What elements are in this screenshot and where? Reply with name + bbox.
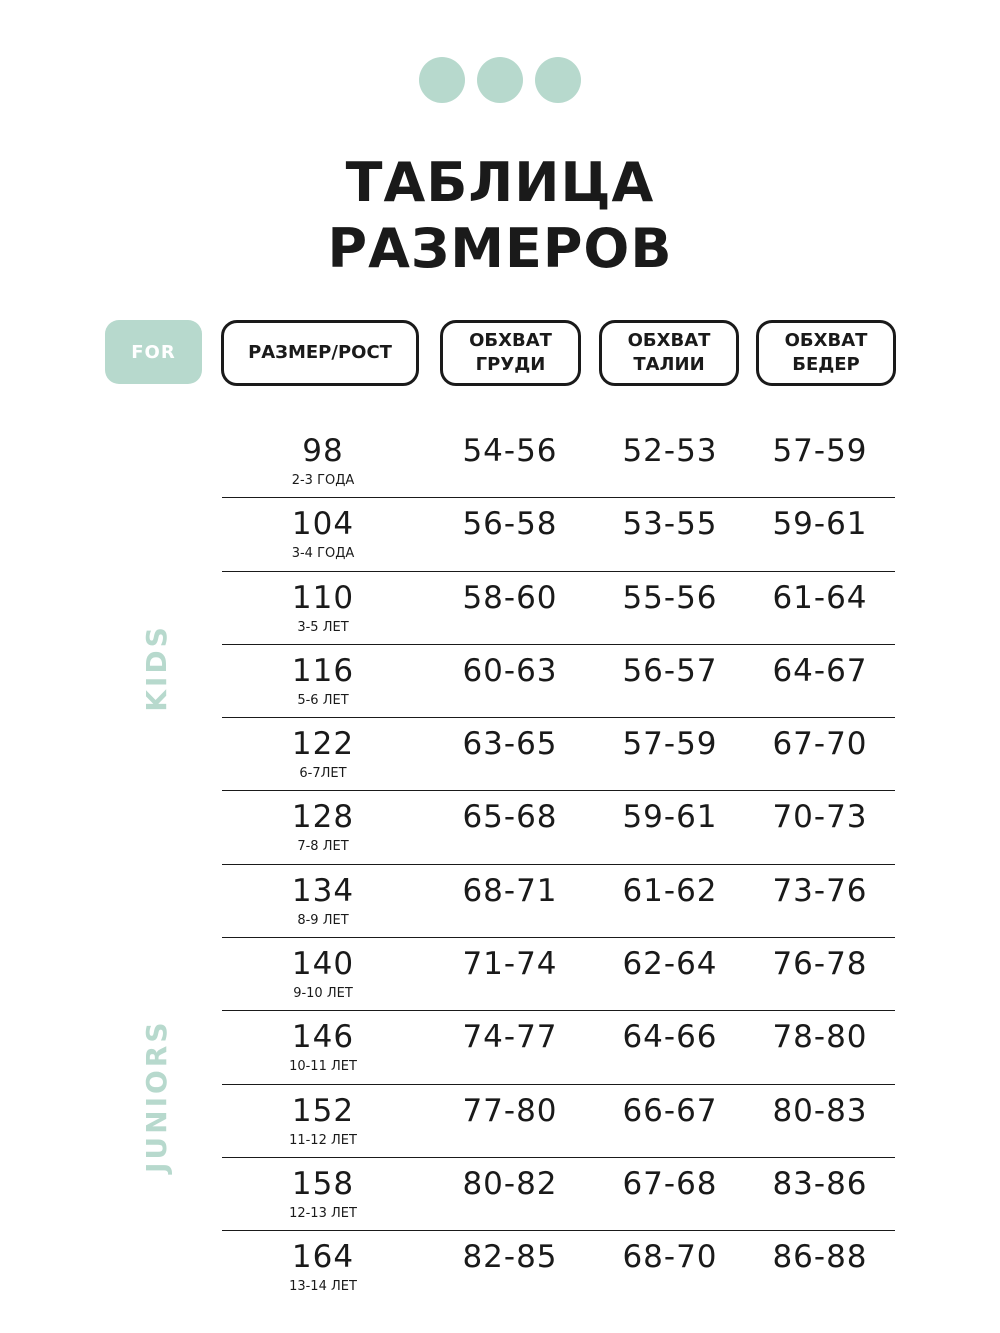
dot-2 bbox=[477, 57, 523, 103]
size-value: 152 bbox=[291, 1092, 355, 1129]
age-value: 8-9 ЛЕТ bbox=[297, 912, 349, 928]
header-chest-line-1: ОБХВАТ bbox=[469, 330, 552, 351]
header-size-height bbox=[221, 320, 419, 386]
size-value: 110 bbox=[291, 579, 355, 616]
header-chest bbox=[440, 320, 581, 386]
size-value: 146 bbox=[291, 1019, 355, 1056]
size-value: 164 bbox=[291, 1239, 355, 1276]
table-row bbox=[222, 1158, 895, 1231]
chest-value: 54-56 bbox=[462, 433, 558, 469]
dot-3 bbox=[535, 57, 581, 103]
chest-value: 65-68 bbox=[462, 799, 558, 836]
size-table bbox=[222, 425, 895, 1305]
table-row bbox=[222, 938, 895, 1011]
age-value: 10-11 ЛЕТ bbox=[289, 1059, 357, 1075]
table-row bbox=[222, 1011, 895, 1084]
chest-value: 60-63 bbox=[462, 652, 558, 689]
waist-value: 52-53 bbox=[622, 433, 718, 469]
size-value: 158 bbox=[291, 1165, 355, 1202]
waist-value: 61-62 bbox=[622, 872, 718, 909]
table-row bbox=[222, 865, 895, 938]
dot-1 bbox=[419, 57, 465, 103]
waist-value: 59-61 bbox=[622, 799, 718, 836]
chest-value: 80-82 bbox=[462, 1165, 558, 1202]
table-row bbox=[222, 718, 895, 791]
header-waist-line-1: ОБХВАТ bbox=[627, 330, 711, 351]
table-row bbox=[222, 791, 895, 864]
size-value: 104 bbox=[291, 506, 355, 543]
title-line-2: РАЗМЕРОВ bbox=[327, 217, 673, 280]
size-value: 116 bbox=[291, 652, 355, 689]
hips-value: 57-59 bbox=[772, 433, 868, 469]
size-value: 122 bbox=[291, 726, 355, 763]
table-row bbox=[222, 498, 895, 571]
hips-value: 64-67 bbox=[772, 652, 868, 689]
header-waist bbox=[599, 320, 739, 386]
size-value: 140 bbox=[291, 946, 355, 983]
table-row bbox=[222, 1231, 895, 1304]
header-waist-line-2: ТАЛИИ bbox=[633, 354, 705, 375]
waist-value: 62-64 bbox=[622, 946, 718, 983]
table-row bbox=[222, 425, 895, 498]
table-row bbox=[222, 1085, 895, 1158]
size-value: 128 bbox=[291, 799, 355, 836]
age-value: 5-6 ЛЕТ bbox=[297, 692, 349, 708]
group-label-juniors: JUNIORS bbox=[140, 1019, 173, 1173]
header-size-label: РАЗМЕР/РОСТ bbox=[248, 342, 392, 363]
header-chest-line-2: ГРУДИ bbox=[475, 354, 546, 375]
age-value: 11-12 ЛЕТ bbox=[289, 1132, 357, 1148]
size-value: 134 bbox=[291, 872, 355, 909]
header-hips bbox=[756, 320, 896, 386]
chest-value: 77-80 bbox=[462, 1092, 558, 1129]
decorative-dots bbox=[419, 57, 581, 103]
chest-value: 74-77 bbox=[462, 1019, 558, 1056]
hips-value: 70-73 bbox=[772, 799, 868, 836]
chest-value: 63-65 bbox=[462, 726, 558, 763]
age-value: 12-13 ЛЕТ bbox=[289, 1205, 357, 1221]
page-title bbox=[0, 150, 1000, 282]
age-value: 6-7ЛЕТ bbox=[299, 766, 347, 782]
chest-value: 68-71 bbox=[462, 872, 558, 909]
hips-value: 78-80 bbox=[772, 1019, 868, 1056]
hips-value: 61-64 bbox=[772, 579, 868, 616]
age-value: 7-8 ЛЕТ bbox=[297, 839, 349, 855]
age-value: 3-4 ГОДА bbox=[291, 546, 355, 562]
for-badge: FOR bbox=[105, 320, 202, 384]
age-value: 9-10 ЛЕТ bbox=[293, 986, 353, 1002]
chest-value: 58-60 bbox=[462, 579, 558, 616]
waist-value: 68-70 bbox=[622, 1239, 718, 1276]
hips-value: 59-61 bbox=[772, 506, 868, 543]
hips-value: 86-88 bbox=[772, 1239, 868, 1276]
waist-value: 53-55 bbox=[622, 506, 718, 543]
group-label-kids: KIDS bbox=[140, 624, 173, 712]
chest-value: 82-85 bbox=[462, 1239, 558, 1276]
header-hips-line-1: ОБХВАТ bbox=[784, 330, 868, 351]
table-row bbox=[222, 645, 895, 718]
title-line-1: ТАБЛИЦА bbox=[345, 151, 655, 214]
age-value: 3-5 ЛЕТ bbox=[297, 619, 349, 635]
age-value: 13-14 ЛЕТ bbox=[289, 1279, 357, 1295]
header-hips-line-2: БЕДЕР bbox=[792, 354, 860, 375]
chest-value: 71-74 bbox=[462, 946, 558, 983]
hips-value: 80-83 bbox=[772, 1092, 868, 1129]
size-value: 98 bbox=[302, 433, 344, 469]
waist-value: 56-57 bbox=[622, 652, 718, 689]
table-row bbox=[222, 572, 895, 645]
hips-value: 73-76 bbox=[772, 872, 868, 909]
waist-value: 64-66 bbox=[622, 1019, 718, 1056]
chest-value: 56-58 bbox=[462, 506, 558, 543]
hips-value: 83-86 bbox=[772, 1165, 868, 1202]
age-value: 2-3 ГОДА bbox=[291, 473, 355, 488]
waist-value: 66-67 bbox=[622, 1092, 718, 1129]
waist-value: 67-68 bbox=[622, 1165, 718, 1202]
hips-value: 67-70 bbox=[772, 726, 868, 763]
waist-value: 55-56 bbox=[622, 579, 718, 616]
hips-value: 76-78 bbox=[772, 946, 868, 983]
waist-value: 57-59 bbox=[622, 726, 718, 763]
